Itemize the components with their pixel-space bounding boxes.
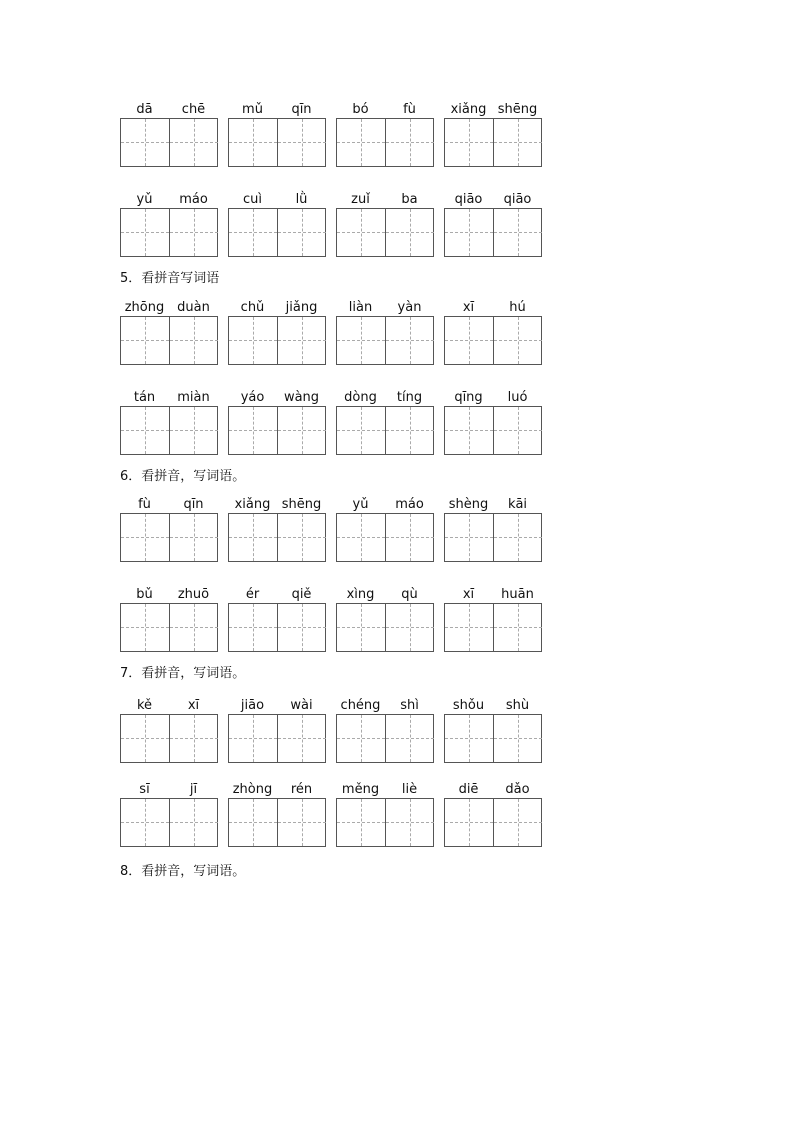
pinyin-label: bó bbox=[352, 102, 369, 117]
writing-grid[interactable] bbox=[444, 513, 542, 562]
question-heading: 6．看拼音，写词语。 bbox=[120, 469, 246, 484]
word-box bbox=[444, 299, 542, 365]
character-cell[interactable] bbox=[445, 317, 493, 364]
pinyin-label: rén bbox=[290, 782, 313, 797]
exercise-section bbox=[120, 299, 560, 455]
pinyin-label: yáo bbox=[240, 390, 265, 405]
character-cell[interactable] bbox=[337, 715, 385, 762]
pinyin-label: qiě bbox=[291, 587, 312, 602]
character-cell[interactable] bbox=[493, 119, 542, 166]
pinyin-label: yàn bbox=[397, 300, 422, 315]
character-cell[interactable] bbox=[121, 317, 169, 364]
pinyin-label: dā bbox=[136, 102, 153, 117]
character-cell[interactable] bbox=[277, 514, 326, 561]
pinyin-label: liè bbox=[401, 782, 418, 797]
character-cell[interactable] bbox=[229, 604, 277, 651]
writing-grid[interactable] bbox=[120, 406, 218, 455]
writing-grid[interactable] bbox=[228, 798, 326, 847]
word-box bbox=[120, 586, 218, 652]
word-box bbox=[444, 496, 542, 562]
character-cell[interactable] bbox=[121, 604, 169, 651]
word-box bbox=[444, 781, 542, 847]
character-cell[interactable] bbox=[493, 715, 542, 762]
exercise-section bbox=[120, 496, 560, 652]
character-cell[interactable] bbox=[385, 119, 434, 166]
pinyin-label: chéng bbox=[340, 698, 381, 713]
character-cell[interactable] bbox=[229, 317, 277, 364]
character-cell[interactable] bbox=[493, 317, 542, 364]
question-heading: 8．看拼音，写词语。 bbox=[120, 864, 246, 879]
word-box bbox=[336, 697, 434, 763]
writing-grid[interactable] bbox=[444, 316, 542, 365]
word-box bbox=[228, 191, 326, 257]
word-row bbox=[120, 299, 560, 365]
writing-grid[interactable] bbox=[228, 118, 326, 167]
pinyin-label: shēng bbox=[497, 102, 538, 117]
exercise-section bbox=[120, 697, 560, 847]
word-box bbox=[444, 191, 542, 257]
character-cell[interactable] bbox=[493, 799, 542, 846]
exercise-section bbox=[120, 101, 560, 257]
pinyin-label: shǒu bbox=[452, 698, 485, 713]
word-box bbox=[336, 496, 434, 562]
writing-grid[interactable] bbox=[336, 798, 434, 847]
pinyin-label: wàng bbox=[283, 390, 320, 405]
word-box bbox=[120, 299, 218, 365]
word-box bbox=[120, 781, 218, 847]
character-cell[interactable] bbox=[121, 715, 169, 762]
pinyin-label: dǎo bbox=[505, 782, 530, 797]
character-cell[interactable] bbox=[385, 317, 434, 364]
character-cell[interactable] bbox=[493, 407, 542, 454]
word-box bbox=[228, 496, 326, 562]
character-cell[interactable] bbox=[121, 799, 169, 846]
pinyin-label: huān bbox=[501, 587, 534, 602]
pinyin-label: zuǐ bbox=[351, 192, 370, 207]
character-cell[interactable] bbox=[337, 604, 385, 651]
pinyin-label: wài bbox=[290, 698, 313, 713]
character-cell[interactable] bbox=[277, 715, 326, 762]
writing-grid[interactable] bbox=[120, 118, 218, 167]
pinyin-label: mǔ bbox=[242, 102, 263, 117]
word-box bbox=[444, 389, 542, 455]
writing-grid[interactable] bbox=[336, 513, 434, 562]
character-cell[interactable] bbox=[277, 209, 326, 256]
pinyin-label: máo bbox=[179, 192, 208, 207]
pinyin-label: hú bbox=[509, 300, 526, 315]
character-cell[interactable] bbox=[229, 407, 277, 454]
pinyin-label: xī bbox=[462, 300, 475, 315]
pinyin-label: lǜ bbox=[295, 192, 308, 207]
pinyin-label: ba bbox=[401, 192, 418, 207]
character-cell[interactable] bbox=[229, 209, 277, 256]
question-heading: 5．看拼音写词语 bbox=[120, 271, 220, 286]
pinyin-label: shèng bbox=[448, 497, 489, 512]
writing-grid[interactable] bbox=[228, 208, 326, 257]
character-cell[interactable] bbox=[337, 317, 385, 364]
word-row bbox=[120, 191, 560, 257]
pinyin-label: xìng bbox=[346, 587, 375, 602]
pinyin-label: jiǎng bbox=[285, 300, 318, 315]
pinyin-label: chē bbox=[181, 102, 206, 117]
character-cell[interactable] bbox=[277, 317, 326, 364]
character-cell[interactable] bbox=[337, 514, 385, 561]
character-cell[interactable] bbox=[277, 799, 326, 846]
character-cell[interactable] bbox=[337, 209, 385, 256]
character-cell[interactable] bbox=[169, 317, 218, 364]
word-box bbox=[228, 389, 326, 455]
word-box bbox=[228, 586, 326, 652]
word-box bbox=[444, 697, 542, 763]
word-box bbox=[336, 389, 434, 455]
pinyin-label: sī bbox=[139, 782, 150, 797]
character-cell[interactable] bbox=[169, 604, 218, 651]
question-heading: 7．看拼音，写词语。 bbox=[120, 666, 246, 681]
character-cell[interactable] bbox=[445, 799, 493, 846]
character-cell[interactable] bbox=[277, 604, 326, 651]
character-cell[interactable] bbox=[493, 209, 542, 256]
word-box bbox=[228, 697, 326, 763]
word-row bbox=[120, 697, 560, 763]
word-box bbox=[120, 496, 218, 562]
pinyin-label: kāi bbox=[507, 497, 528, 512]
writing-grid[interactable] bbox=[336, 208, 434, 257]
writing-grid[interactable] bbox=[228, 714, 326, 763]
character-cell[interactable] bbox=[445, 604, 493, 651]
writing-grid[interactable] bbox=[228, 406, 326, 455]
character-cell[interactable] bbox=[229, 715, 277, 762]
pinyin-label: fù bbox=[403, 102, 416, 117]
character-cell[interactable] bbox=[229, 119, 277, 166]
word-box bbox=[228, 101, 326, 167]
word-row bbox=[120, 496, 560, 562]
pinyin-label: zhōng bbox=[124, 300, 165, 315]
character-cell[interactable] bbox=[169, 407, 218, 454]
pinyin-label: xī bbox=[187, 698, 200, 713]
character-cell[interactable] bbox=[445, 119, 493, 166]
writing-grid[interactable] bbox=[120, 603, 218, 652]
word-row bbox=[120, 389, 560, 455]
word-box bbox=[228, 299, 326, 365]
pinyin-label: qiāo bbox=[503, 192, 532, 207]
character-cell[interactable] bbox=[121, 514, 169, 561]
character-cell[interactable] bbox=[385, 604, 434, 651]
character-cell[interactable] bbox=[121, 407, 169, 454]
pinyin-label: shì bbox=[400, 698, 419, 713]
writing-grid[interactable] bbox=[444, 603, 542, 652]
character-cell[interactable] bbox=[229, 799, 277, 846]
writing-grid[interactable] bbox=[120, 208, 218, 257]
character-cell[interactable] bbox=[229, 514, 277, 561]
pinyin-label: miàn bbox=[177, 390, 210, 405]
word-box bbox=[336, 586, 434, 652]
pinyin-label: ér bbox=[245, 587, 260, 602]
pinyin-label: fù bbox=[138, 497, 151, 512]
character-cell[interactable] bbox=[169, 514, 218, 561]
pinyin-label: jiāo bbox=[240, 698, 265, 713]
pinyin-label: yǔ bbox=[352, 497, 369, 512]
pinyin-label: měng bbox=[341, 782, 380, 797]
writing-grid[interactable] bbox=[228, 513, 326, 562]
writing-grid[interactable] bbox=[444, 714, 542, 763]
character-cell[interactable] bbox=[277, 119, 326, 166]
word-box bbox=[444, 586, 542, 652]
pinyin-label: dòng bbox=[344, 390, 377, 405]
character-cell[interactable] bbox=[169, 119, 218, 166]
writing-grid[interactable] bbox=[444, 118, 542, 167]
word-box bbox=[336, 781, 434, 847]
pinyin-label: zhòng bbox=[232, 782, 273, 797]
word-box bbox=[228, 781, 326, 847]
writing-grid[interactable] bbox=[228, 603, 326, 652]
writing-grid[interactable] bbox=[120, 798, 218, 847]
character-cell[interactable] bbox=[337, 407, 385, 454]
writing-grid[interactable] bbox=[336, 118, 434, 167]
pinyin-label: jī bbox=[189, 782, 198, 797]
pinyin-label: shēng bbox=[281, 497, 322, 512]
word-box bbox=[120, 101, 218, 167]
writing-grid[interactable] bbox=[120, 714, 218, 763]
pinyin-label: xī bbox=[462, 587, 475, 602]
character-cell[interactable] bbox=[169, 209, 218, 256]
character-cell[interactable] bbox=[337, 119, 385, 166]
writing-grid[interactable] bbox=[336, 714, 434, 763]
pinyin-label: chǔ bbox=[240, 300, 265, 315]
pinyin-label: qù bbox=[401, 587, 418, 602]
pinyin-label: máo bbox=[395, 497, 424, 512]
pinyin-label: luó bbox=[507, 390, 528, 405]
pinyin-label: qīn bbox=[291, 102, 312, 117]
character-cell[interactable] bbox=[121, 119, 169, 166]
word-box bbox=[336, 101, 434, 167]
character-cell[interactable] bbox=[385, 799, 434, 846]
pinyin-label: zhuō bbox=[177, 587, 210, 602]
writing-grid[interactable] bbox=[228, 316, 326, 365]
writing-grid[interactable] bbox=[444, 798, 542, 847]
character-cell[interactable] bbox=[493, 514, 542, 561]
pinyin-label: diē bbox=[458, 782, 479, 797]
pinyin-label: tíng bbox=[396, 390, 423, 405]
word-box bbox=[336, 191, 434, 257]
character-cell[interactable] bbox=[493, 604, 542, 651]
pinyin-label: xiǎng bbox=[450, 102, 487, 117]
word-box bbox=[120, 389, 218, 455]
writing-grid[interactable] bbox=[336, 603, 434, 652]
pinyin-label: qīn bbox=[183, 497, 204, 512]
character-cell[interactable] bbox=[445, 209, 493, 256]
writing-grid[interactable] bbox=[444, 406, 542, 455]
word-row bbox=[120, 586, 560, 652]
word-box bbox=[444, 101, 542, 167]
pinyin-label: duàn bbox=[177, 300, 210, 315]
character-cell[interactable] bbox=[385, 514, 434, 561]
pinyin-label: cuì bbox=[243, 192, 262, 207]
word-row bbox=[120, 781, 560, 847]
pinyin-label: kě bbox=[136, 698, 153, 713]
pinyin-label: liàn bbox=[348, 300, 373, 315]
character-cell[interactable] bbox=[169, 799, 218, 846]
character-cell[interactable] bbox=[445, 715, 493, 762]
writing-grid[interactable] bbox=[120, 316, 218, 365]
writing-grid[interactable] bbox=[336, 316, 434, 365]
pinyin-label: qīng bbox=[454, 390, 483, 405]
word-row bbox=[120, 101, 560, 167]
writing-grid[interactable] bbox=[120, 513, 218, 562]
pinyin-label: qiāo bbox=[454, 192, 483, 207]
word-box bbox=[120, 191, 218, 257]
pinyin-label: xiǎng bbox=[234, 497, 271, 512]
pinyin-label: shù bbox=[505, 698, 530, 713]
writing-grid[interactable] bbox=[444, 208, 542, 257]
pinyin-label: yǔ bbox=[136, 192, 153, 207]
character-cell[interactable] bbox=[121, 209, 169, 256]
character-cell[interactable] bbox=[169, 715, 218, 762]
character-cell[interactable] bbox=[385, 715, 434, 762]
word-box bbox=[336, 299, 434, 365]
character-cell[interactable] bbox=[337, 799, 385, 846]
pinyin-label: bǔ bbox=[136, 587, 153, 602]
character-cell[interactable] bbox=[445, 407, 493, 454]
character-cell[interactable] bbox=[277, 407, 326, 454]
character-cell[interactable] bbox=[385, 407, 434, 454]
character-cell[interactable] bbox=[445, 514, 493, 561]
character-cell[interactable] bbox=[385, 209, 434, 256]
word-box bbox=[120, 697, 218, 763]
writing-grid[interactable] bbox=[336, 406, 434, 455]
pinyin-label: tán bbox=[133, 390, 156, 405]
